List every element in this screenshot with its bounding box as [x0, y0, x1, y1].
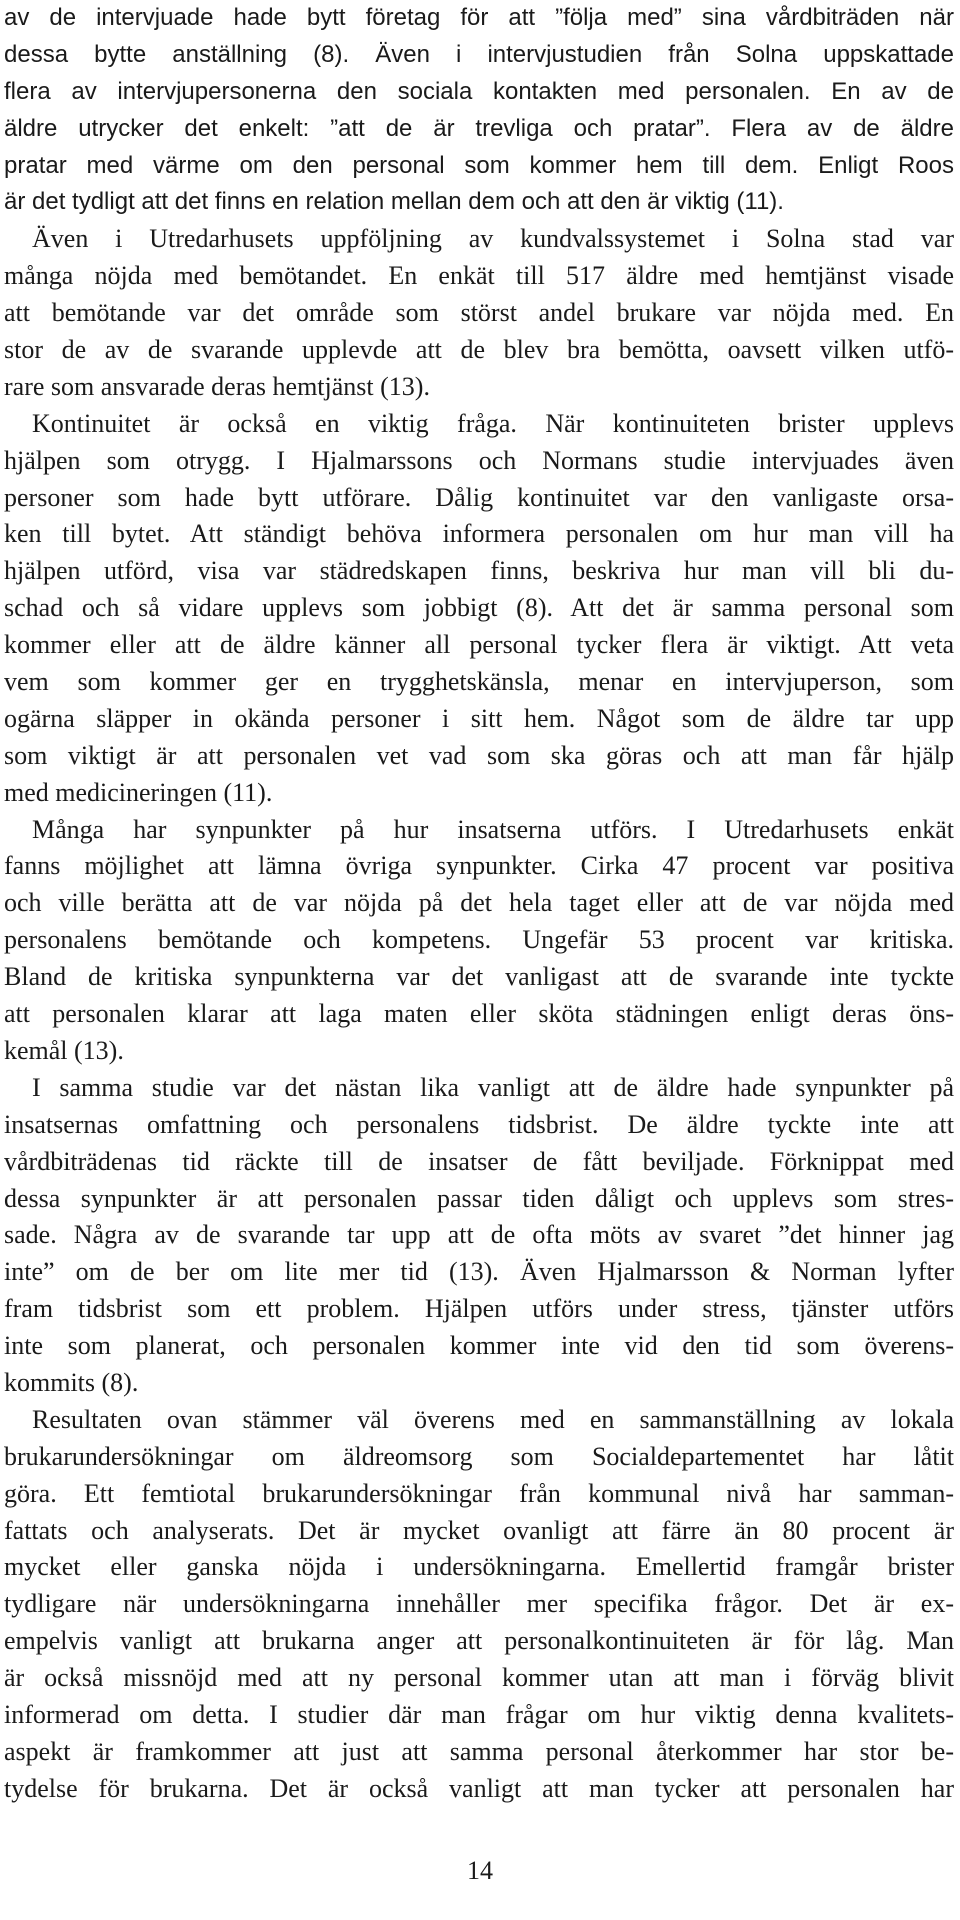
text-line: Även i Utredarhusets uppföljning av kundvalssystemet i Solna stad var	[32, 224, 954, 254]
text-line: sade. Några av de svarande tar upp att de ofta möts av svaret ”det hinner jag	[4, 1220, 954, 1250]
text-line: inte som planerat, och personalen kommer inte vid den tid som överens-	[4, 1331, 954, 1361]
text-line: insatsernas omfattning och personalens tidsbrist. De äldre tyckte inte att	[4, 1109, 954, 1139]
text-line: pratar med värme om den personal som kommer hem till dem. Enligt Roos	[4, 151, 954, 179]
text-line: med medicineringen (11).	[4, 777, 273, 807]
text-line: inte” om de ber om lite mer tid (13). Även Hjalmarsson & Norman lyfter	[4, 1257, 954, 1287]
text-line: informerad om detta. I studier där man frågar om hur viktig denna kvalitets-	[4, 1699, 954, 1729]
text-line: schad och så vidare upplevs som jobbigt (8). Att det är samma personal som	[4, 593, 954, 623]
text-line: I samma studie var det nästan lika vanligt att de äldre hade synpunkter på	[32, 1072, 954, 1102]
page-number: 14	[467, 1856, 493, 1885]
text-line: många nöjda med bemötandet. En enkät till 517 äldre med hemtjänst visade	[4, 261, 954, 291]
text-line: är det tydligt att det finns en relation mellan dem och att den är viktig (11).	[4, 188, 784, 216]
text-line: kommits (8).	[4, 1367, 139, 1397]
text-line: ogärna släpper in okända personer i sitt hem. Något som de äldre tar upp	[4, 703, 954, 733]
text-line: är också missnöjd med att ny personal kommer utan att man i förväg blivit	[4, 1663, 954, 1693]
text-line: mycket eller ganska nöjda i undersökningarna. Emellertid framgår brister	[4, 1552, 954, 1582]
text-line: fattats och analyserats. Det är mycket ovanligt att färre än 80 procent är	[4, 1515, 954, 1545]
text-line: dessa bytte anställning (8). Även i intervjustudien från Solna uppskattade	[4, 40, 954, 68]
text-line: som viktigt är att personalen vet vad som ska göras och att man får hjälp	[4, 740, 954, 770]
text-line: ken till bytet. Att ständigt behöva informera personalen om hur man vill ha	[4, 519, 954, 549]
text-line: personer som hade bytt utförare. Dålig kontinuitet var den vanligaste orsa-	[4, 482, 954, 512]
text-line: göra. Ett femtiotal brukarundersökningar från kommunal nivå har samman-	[4, 1478, 954, 1508]
text-line: och ville berätta att de var nöjda på det hela taget eller att de var nöjda med	[4, 888, 954, 918]
text-line: fram tidsbrist som ett problem. Hjälpen utförs under stress, tjänster utförs	[4, 1294, 954, 1324]
text-line: rare som ansvarade deras hemtjänst (13).	[4, 371, 430, 401]
text-line: av de intervjuade hade bytt företag för att ”följa med” sina vårdbiträden när	[4, 4, 954, 31]
text-line: brukarundersökningar om äldreomsorg som Socialdepartementet har låtit	[4, 1441, 954, 1471]
text-line: kemål (13).	[4, 1035, 124, 1065]
text-line: aspekt är framkommer att just att samma personal återkommer har stor be-	[4, 1736, 954, 1766]
text-line: att personalen klarar att laga maten eller sköta städningen enligt deras öns-	[4, 999, 954, 1029]
text-line: Många har synpunkter på hur insatserna utförs. I Utredarhusets enkät	[32, 814, 954, 844]
text-line: empelvis vanligt att brukarna anger att personalkontinuiteten är för låg. Man	[4, 1626, 954, 1656]
text-line: äldre utrycker det enkelt: ”att de är trevliga och pratar”. Flera av de äldre	[4, 114, 954, 142]
text-line: att bemötande var det område som störst andel brukare var nöjda med. En	[4, 298, 954, 328]
text-line: Kontinuitet är också en viktig fråga. När kontinuiteten brister upplevs	[32, 408, 954, 438]
text-line: hjälpen utförd, visa var städredskapen finns, beskriva hur man vill bli du-	[4, 556, 954, 586]
text-line: tydelse för brukarna. Det är också vanligt att man tycker att personalen har	[4, 1773, 954, 1803]
text-line: kommer eller att de äldre känner all personal tycker flera är viktigt. Att veta	[4, 630, 954, 660]
text-line: flera av intervjupersonerna den sociala kontakten med personalen. En av de	[4, 77, 954, 105]
text-line: Resultaten ovan stämmer väl överens med en sammanställning av lokala	[32, 1404, 954, 1434]
text-line: fanns möjlighet att lämna övriga synpunkter. Cirka 47 procent var positiva	[4, 851, 954, 881]
text-line: vårdbiträdenas tid räckte till de insatser de fått beviljade. Förknippat med	[4, 1146, 954, 1176]
text-line: dessa synpunkter är att personalen passar tiden dåligt och upplevs som stres-	[4, 1183, 954, 1213]
text-line: hjälpen som otrygg. I Hjalmarssons och Normans studie intervjuades även	[4, 445, 954, 475]
text-line: stor de av de svarande upplevde att de blev bra bemötta, oavsett vilken utfö-	[4, 335, 954, 365]
text-line: Bland de kritiska synpunkterna var det vanligast att de svarande inte tyckte	[4, 962, 954, 992]
body-text	[4, 0, 954, 1808]
text-line: tydligare när undersökningarna innehåller mer specifika frågor. Det är ex-	[4, 1589, 954, 1619]
text-line: personalens bemötande och kompetens. Ungefär 53 procent var kritiska.	[4, 925, 954, 955]
text-line: vem som kommer ger en trygghetskänsla, menar en intervjuperson, som	[4, 667, 954, 697]
